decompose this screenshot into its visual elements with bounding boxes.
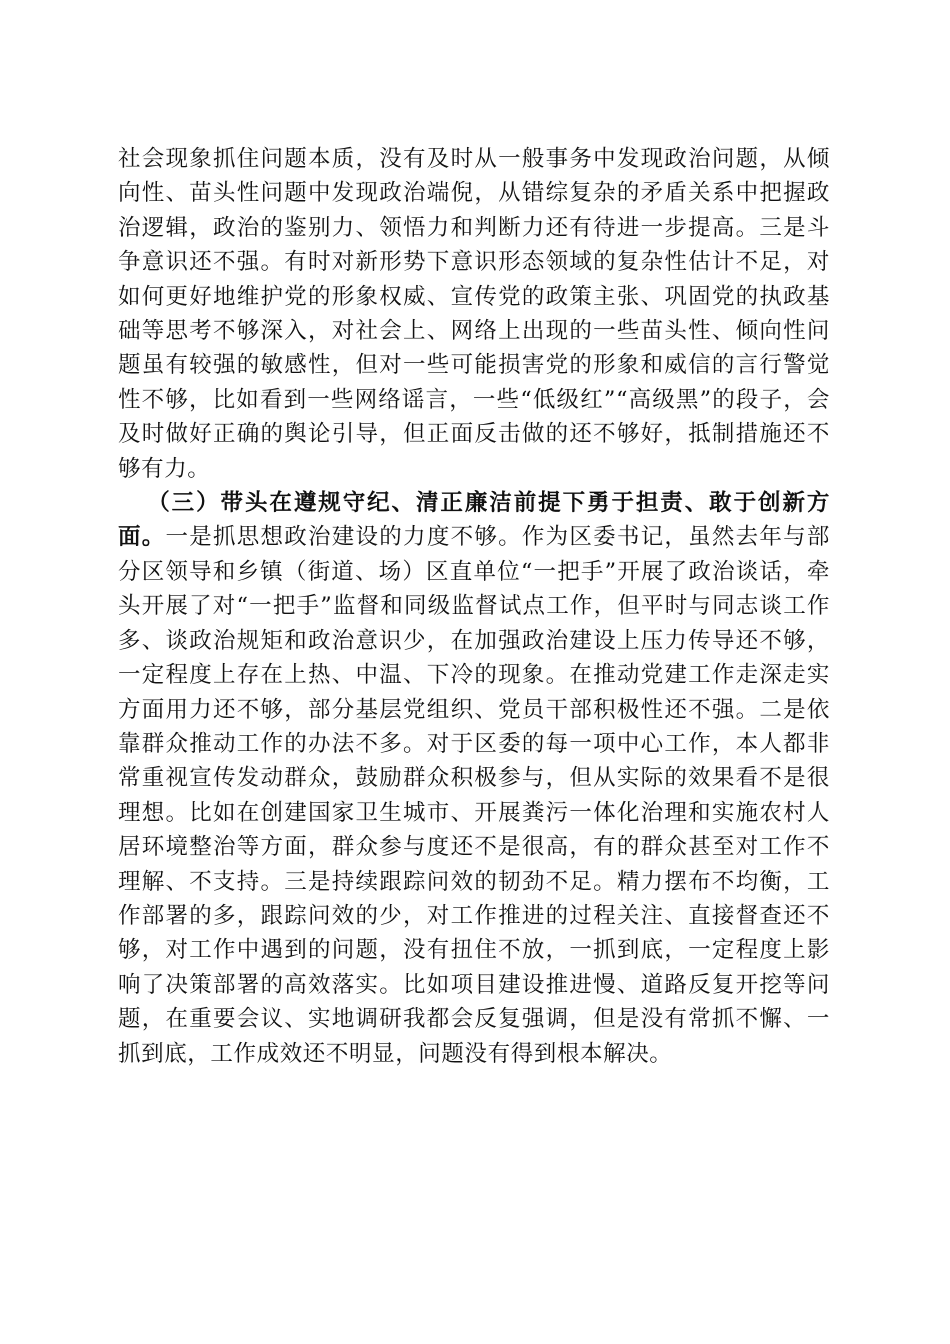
paragraph-text: 一是抓思想政治建设的力度不够。作为区委书记，虽然去年与部分区领导和乡镇（街道、场）区直单位“一把手”开展了政治谈话，牵头开展了对“一把手”监督和同级监督试点工作，但平时与同志谈工作多、谈政治规矩和政治意识少，在加强政治建设上压力传导还不够，一定程度上存在上热、中温、下冷的现象。在推动党建工作走深走实方面用力还不够，部分基层党组织、党员干部积极性还不强。二是依靠群众推动工作的办法不多。对于区委的每一项中心工作，本人都非常重视宣传发动群众，鼓励群众积极参与，但从实际的效果看不是很理想。比如在创建国家卫生城市、开展粪污一体化治理和实施农村人居环境整治等方面，群众参与度还不是很高，有的群众甚至对工作不理解、不支持。三是持续跟踪问效的韧劲不足。精力摆布不均衡，工作部署的多，跟踪问效的少，对工作推进的过程关注、直接督查还不够，对工作中遇到的问题，没有扭住不放，一抓到底，一定程度上影响了决策部署的高效落实。比如项目建设推进慢、道路反复开挖等问题，在重要会议、实地调研我都会反复强调，但是没有常抓不懈、一抓到底，工作成效还不明显，问题没有得到根本解决。: [118, 524, 830, 1067]
paragraph-section-three: [118, 486, 830, 1071]
section-heading: （三）带头在遵规守纪、清正廉洁前提下勇于担责、敢于创新方面。: [118, 490, 830, 551]
paragraph-text: 社会现象抓住问题本质，没有及时从一般事务中发现政治问题，从倾向性、苗头性问题中发现政治端倪，从错综复杂的矛盾关系中把握政治逻辑，政治的鉴别力、领悟力和判断力还有待进一步提高。三是斗争意识还不强。有时对新形势下意识形态领域的复杂性估计不足，对如何更好地维护党的形象权威、宣传党的政策主张、巩固党的执政基础等思考不够深入，对社会上、网络上出现的一些苗头性、倾向性问题虽有较强的敏感性，但对一些可能损害党的形象和威信的言行警觉性不够，比如看到一些网络谣言，一些“低级红”“高级黑”的段子，会及时做好正确的舆论引导，但正面反击做的还不够好，抵制措施还不够有力。: [118, 146, 830, 482]
document-body: [118, 142, 830, 1071]
paragraph-continuation: [118, 142, 830, 486]
